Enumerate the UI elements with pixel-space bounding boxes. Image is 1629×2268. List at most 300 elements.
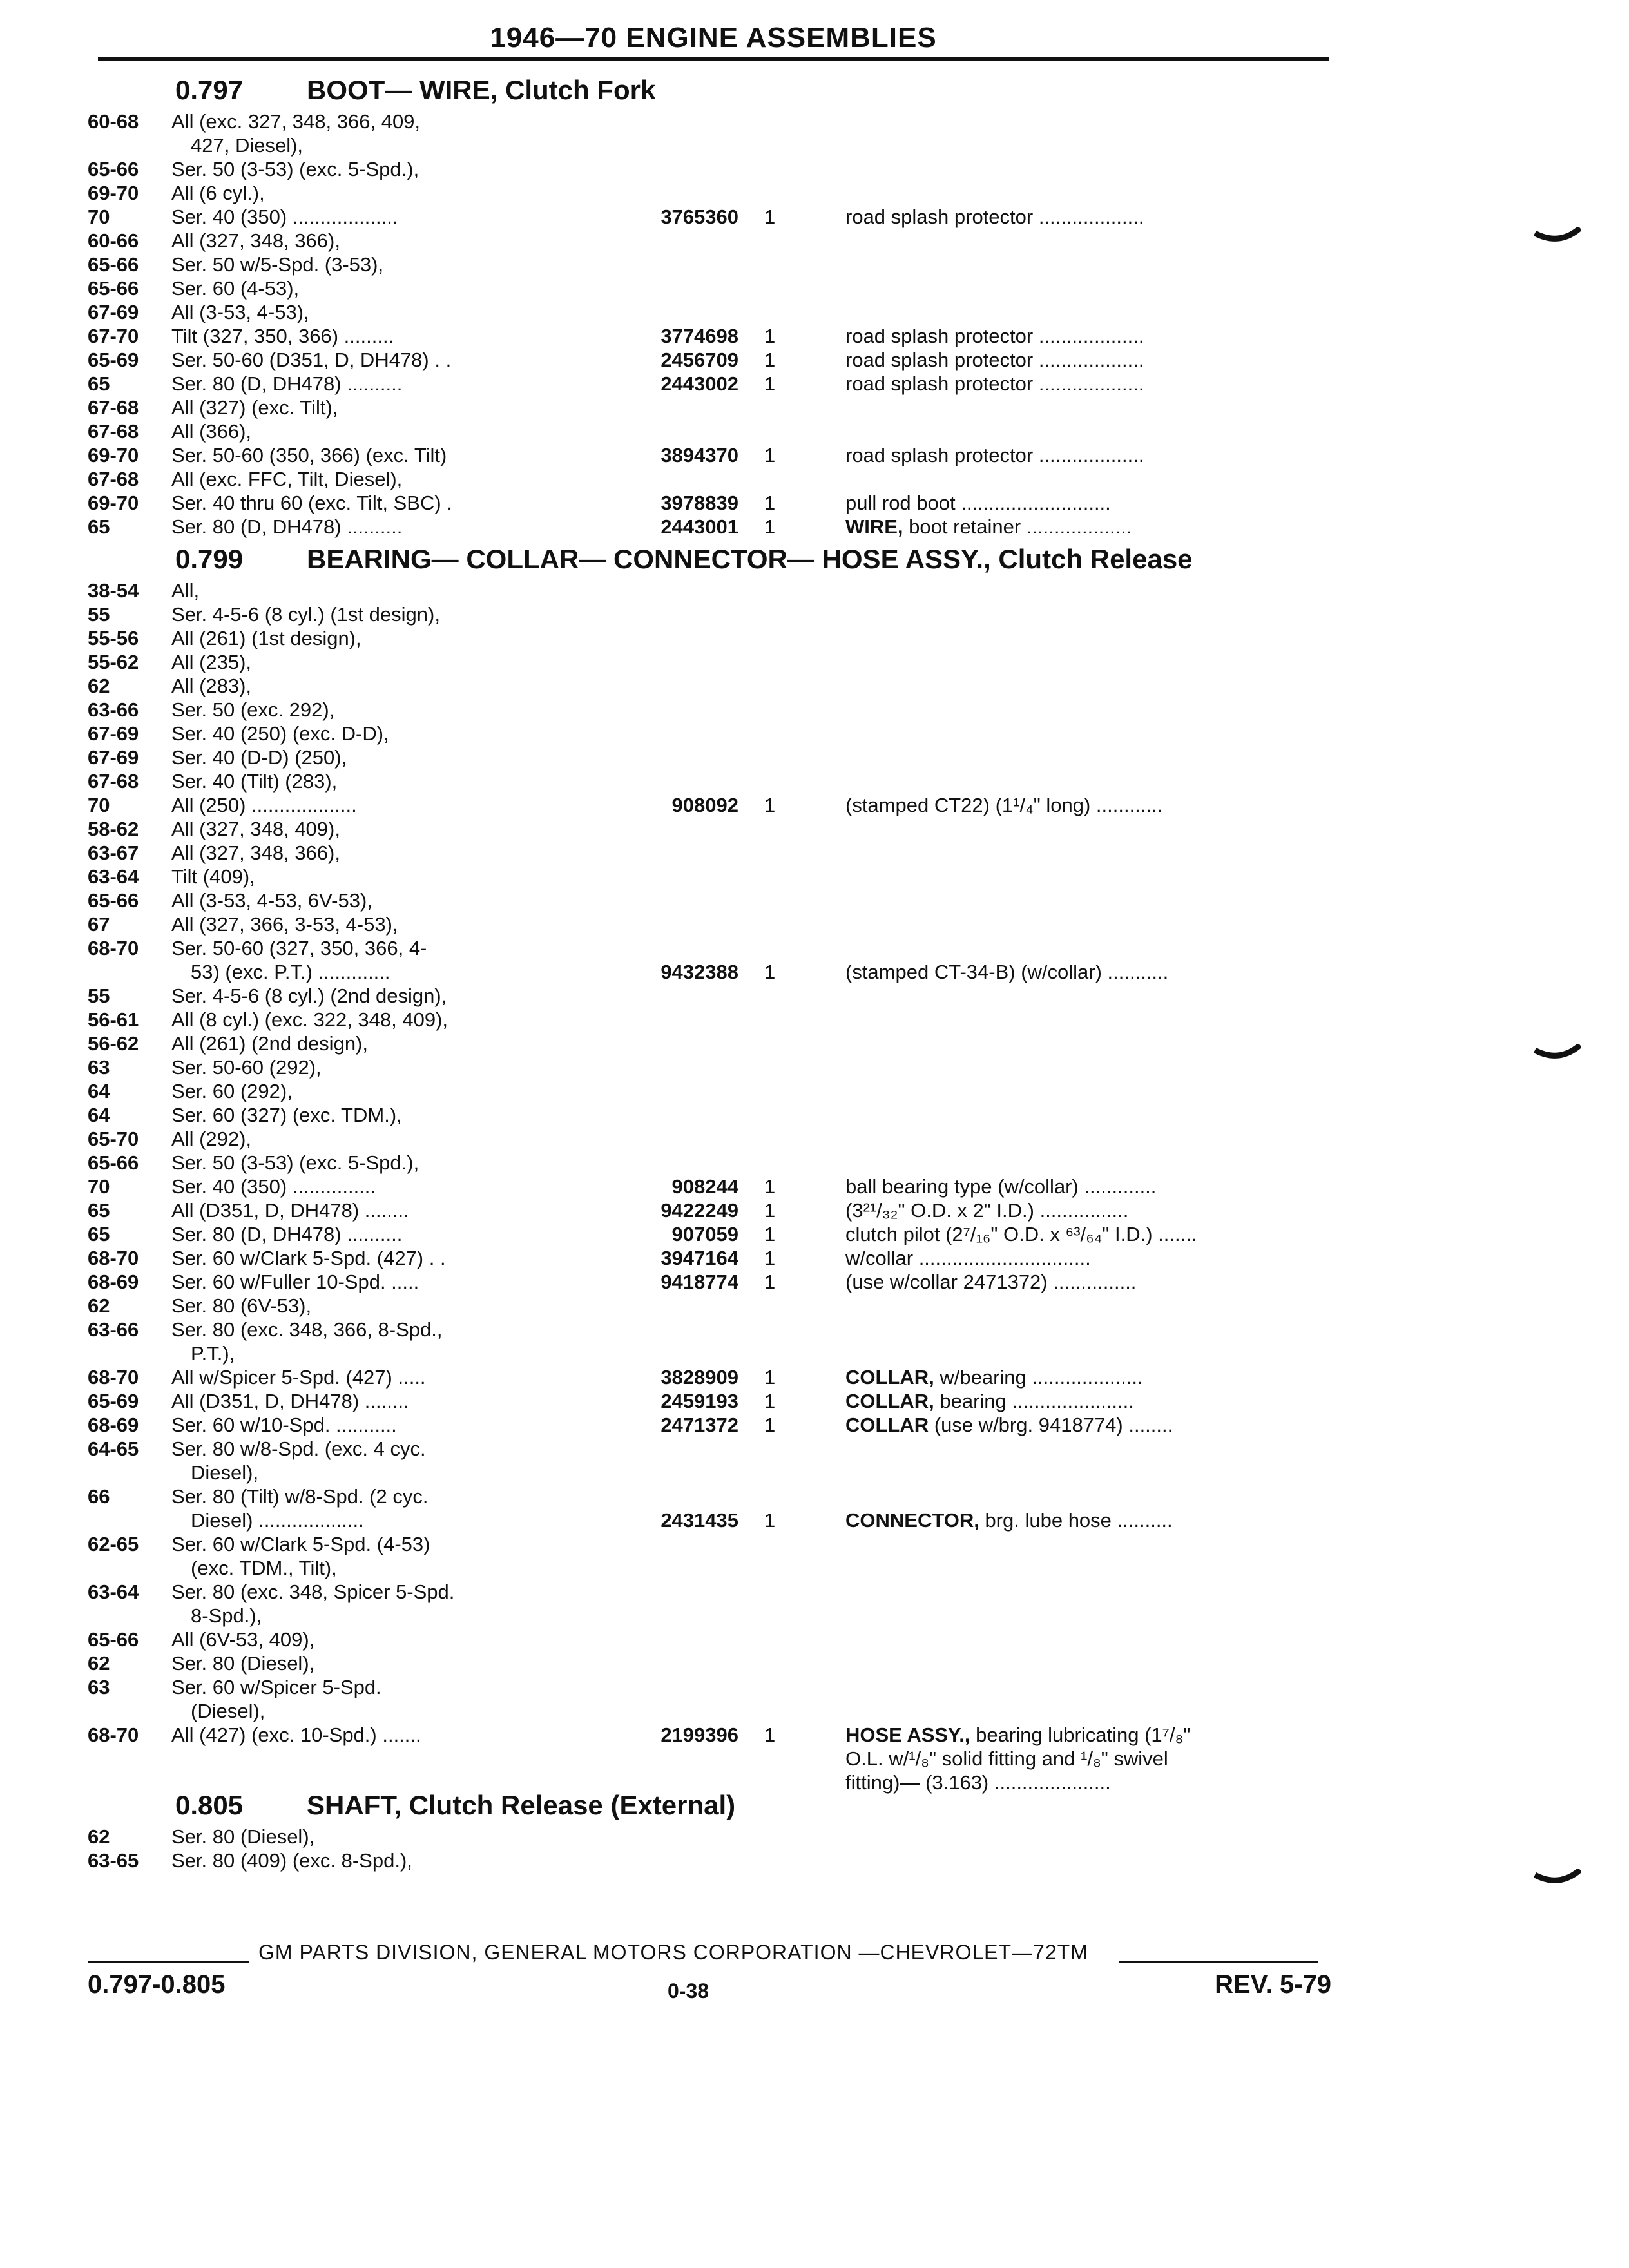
model-years: 68-69 <box>88 1414 139 1436</box>
application-text: All (exc. FFC, Tilt, Diesel), <box>171 468 403 490</box>
list-item <box>88 698 1331 722</box>
model-years: 65-66 <box>88 277 139 300</box>
description-text: boot retainer ................... <box>903 515 1132 538</box>
model-years: 38-54 <box>88 579 139 602</box>
list-item <box>88 491 1331 515</box>
model-years: 65 <box>88 372 110 395</box>
quantity: 1 <box>764 1724 776 1746</box>
quantity: 1 <box>764 515 776 538</box>
part-number: 3828909 <box>660 1366 738 1389</box>
list-item <box>88 769 1331 793</box>
list-item <box>88 912 1331 936</box>
list-item <box>88 1747 1331 1771</box>
quantity: 1 <box>764 1247 776 1269</box>
list-item <box>88 650 1331 674</box>
footer-page-number: 0-38 <box>668 1979 709 2003</box>
quantity: 1 <box>764 1366 776 1389</box>
model-years: 60-66 <box>88 229 139 252</box>
description-text: bearing lubricating (1⁷/₈" <box>970 1724 1191 1746</box>
part-number: 3947164 <box>660 1247 738 1269</box>
list-item <box>88 960 1331 984</box>
list-item <box>88 1628 1331 1651</box>
list-item <box>88 1127 1331 1151</box>
list-item <box>88 579 1331 602</box>
description <box>845 960 1168 984</box>
list-item <box>88 841 1331 865</box>
application-text: Ser. 80 (D, DH478) .......... <box>171 372 403 395</box>
list-item <box>88 1103 1331 1127</box>
quantity: 1 <box>764 325 776 347</box>
parts-list <box>88 579 1331 1794</box>
model-years: 62 <box>88 675 110 697</box>
header-rule <box>98 57 1329 61</box>
description-keyword: COLLAR <box>845 1414 929 1436</box>
list-item <box>88 1723 1331 1747</box>
application-text: Ser. 60 w/10-Spd. ........... <box>171 1414 397 1436</box>
description <box>845 515 1132 539</box>
parts-list <box>88 110 1331 539</box>
model-years: 68-69 <box>88 1271 139 1293</box>
description-text: w/bearing .................... <box>934 1366 1143 1389</box>
application-text: All (427) (exc. 10-Spd.) ....... <box>171 1724 421 1746</box>
punch-mark-icon <box>1534 1044 1581 1063</box>
list-item <box>88 745 1331 769</box>
section-heading <box>88 70 1331 110</box>
quantity: 1 <box>764 444 776 466</box>
part-number: 2443002 <box>660 372 738 395</box>
part-number: 907059 <box>671 1223 738 1245</box>
model-years: 65-66 <box>88 253 139 276</box>
part-number: 2456709 <box>660 349 738 371</box>
application-text: Ser. 80 (Diesel), <box>171 1825 315 1848</box>
application-text: All (3-53, 4-53), <box>171 301 309 323</box>
list-item <box>88 1198 1331 1222</box>
description-text: clutch pilot (2⁷/₁₆" O.D. x ⁶³/₆₄" I.D.) ....... <box>845 1223 1197 1245</box>
model-years: 62 <box>88 1652 110 1675</box>
list-item <box>88 865 1331 889</box>
model-years: 55 <box>88 603 110 626</box>
application-text: All (261) (2nd design), <box>171 1032 368 1055</box>
punch-mark-icon <box>1534 1869 1581 1888</box>
model-years: 65 <box>88 1199 110 1222</box>
model-years: 65-66 <box>88 889 139 912</box>
description <box>845 324 1144 348</box>
quantity: 1 <box>764 372 776 395</box>
application-text: All (250) ................... <box>171 794 357 816</box>
list-item <box>88 276 1331 300</box>
list-item <box>88 1175 1331 1198</box>
list-item <box>88 443 1331 467</box>
list-item <box>88 157 1331 181</box>
model-years: 63 <box>88 1676 110 1698</box>
list-item <box>88 1580 1331 1604</box>
application-text: All (327, 366, 3-53, 4-53), <box>171 913 398 936</box>
model-years: 67 <box>88 913 110 936</box>
list-item <box>88 1413 1331 1437</box>
description <box>845 491 1111 515</box>
model-years: 67-68 <box>88 420 139 443</box>
description-keyword: COLLAR, <box>845 1390 934 1412</box>
model-years: 63-66 <box>88 1318 139 1341</box>
quantity: 1 <box>764 349 776 371</box>
application-text: Ser. 50 (3-53) (exc. 5-Spd.), <box>171 1151 419 1174</box>
model-years: 67-70 <box>88 325 139 347</box>
list-item <box>88 1849 1331 1872</box>
application-text: Diesel) ................... <box>191 1509 364 1532</box>
model-years: 67-69 <box>88 301 139 323</box>
application-text: All (exc. 327, 348, 366, 409, <box>171 110 421 133</box>
description-text: brg. lube hose .......... <box>979 1509 1173 1532</box>
model-years: 68-70 <box>88 1366 139 1389</box>
section-boot-wire <box>88 70 1331 539</box>
model-years: 65 <box>88 515 110 538</box>
list-item <box>88 1825 1331 1849</box>
application-text: Ser. 80 (D, DH478) .......... <box>171 1223 403 1245</box>
model-years: 65 <box>88 1223 110 1245</box>
application-text: Ser. 80 (exc. 348, 366, 8-Spd., <box>171 1318 443 1341</box>
application-text: All (3-53, 4-53, 6V-53), <box>171 889 372 912</box>
part-number: 9422249 <box>660 1199 738 1222</box>
description <box>845 1508 1173 1532</box>
description-text: bearing ...................... <box>934 1390 1134 1412</box>
model-years: 63-65 <box>88 1849 139 1872</box>
footer-range: 0.797-0.805 <box>88 1970 226 1999</box>
model-years: 64-65 <box>88 1437 139 1460</box>
quantity: 1 <box>764 1509 776 1532</box>
quantity: 1 <box>764 961 776 983</box>
description-keyword: CONNECTOR, <box>845 1509 979 1532</box>
part-number: 3765360 <box>660 206 738 228</box>
description <box>845 1198 1128 1222</box>
application-text: Tilt (409), <box>171 865 255 888</box>
model-years: 70 <box>88 1175 110 1198</box>
list-item <box>88 1341 1331 1365</box>
application-text: All (6V-53, 409), <box>171 1628 315 1651</box>
description-text: w/collar ............................... <box>845 1247 1091 1269</box>
model-years: 67-69 <box>88 722 139 745</box>
model-years: 60-68 <box>88 110 139 133</box>
list-item <box>88 1222 1331 1246</box>
punch-mark-icon <box>1534 227 1581 246</box>
part-number: 908092 <box>671 794 738 816</box>
list-item <box>88 722 1331 745</box>
list-item <box>88 1032 1331 1055</box>
description-keyword: HOSE ASSY., <box>845 1724 970 1746</box>
application-text: Ser. 4-5-6 (8 cyl.) (1st design), <box>171 603 440 626</box>
list-item <box>88 1532 1331 1556</box>
list-item <box>88 253 1331 276</box>
list-item <box>88 1079 1331 1103</box>
application-text: 8-Spd.), <box>191 1604 262 1627</box>
application-text: Ser. 80 (6V-53), <box>171 1294 312 1317</box>
section-number: 0.805 <box>175 1790 244 1820</box>
list-item <box>88 1246 1331 1270</box>
footer-rule <box>1119 1961 1318 1963</box>
application-text: Ser. 40 (250) (exc. D-D), <box>171 722 389 745</box>
quantity: 1 <box>764 1175 776 1198</box>
description-text: fitting)— (3.163) ..................... <box>845 1771 1111 1794</box>
list-item <box>88 1055 1331 1079</box>
list-item <box>88 889 1331 912</box>
part-number: 9418774 <box>660 1271 738 1293</box>
list-item <box>88 1556 1331 1580</box>
list-item <box>88 1651 1331 1675</box>
part-number: 2471372 <box>660 1414 738 1436</box>
description <box>845 1365 1143 1389</box>
description-text: (stamped CT-34-B) (w/collar) ........... <box>845 961 1169 983</box>
application-text: All (D351, D, DH478) ........ <box>171 1199 409 1222</box>
section-heading <box>88 539 1331 579</box>
list-item <box>88 1699 1331 1723</box>
application-text: Ser. 80 (Diesel), <box>171 1652 315 1675</box>
description <box>845 348 1144 372</box>
model-years: 66 <box>88 1485 110 1508</box>
list-item <box>88 984 1331 1008</box>
application-text: Ser. 50 (exc. 292), <box>171 698 335 721</box>
model-years: 70 <box>88 206 110 228</box>
description <box>845 1246 1091 1270</box>
footer-revision: REV. 5-79 <box>1215 1970 1331 1999</box>
application-text: Ser. 60 w/Spicer 5-Spd. <box>171 1676 381 1698</box>
quantity: 1 <box>764 1223 776 1245</box>
model-years: 55 <box>88 985 110 1007</box>
application-text: Ser. 80 (D, DH478) .......... <box>171 515 403 538</box>
part-number: 3978839 <box>660 492 738 514</box>
list-item <box>88 1485 1331 1508</box>
model-years: 67-68 <box>88 468 139 490</box>
model-years: 68-70 <box>88 1247 139 1269</box>
list-item <box>88 515 1331 539</box>
model-years: 64 <box>88 1080 110 1102</box>
application-text: All (292), <box>171 1128 252 1150</box>
application-text: Ser. 60 (292), <box>171 1080 293 1102</box>
description-text: road splash protector ................... <box>845 444 1144 466</box>
application-text: Ser. 60 w/Fuller 10-Spd. ..... <box>171 1271 419 1293</box>
description-text: (stamped CT22) (1¹/₄" long) ............ <box>845 794 1163 816</box>
description-text: (3²¹/₃₂" O.D. x 2" I.D.) ................ <box>845 1199 1129 1222</box>
section-number: 0.799 <box>175 544 244 574</box>
list-item <box>88 133 1331 157</box>
section-number: 0.797 <box>175 75 244 105</box>
application-text: All (6 cyl.), <box>171 182 265 204</box>
page-footer <box>88 1933 1331 2023</box>
application-text: Ser. 40 thru 60 (exc. Tilt, SBC) . <box>171 492 452 514</box>
quantity: 1 <box>764 794 776 816</box>
description-keyword: COLLAR, <box>845 1366 934 1389</box>
model-years: 63-64 <box>88 865 139 888</box>
description-text: O.L. w/¹/₈" solid fitting and ¹/₈" swivel <box>845 1747 1168 1770</box>
list-item <box>88 205 1331 229</box>
list-item <box>88 300 1331 324</box>
model-years: 69-70 <box>88 182 139 204</box>
part-number: 2199396 <box>660 1724 738 1746</box>
list-item <box>88 110 1331 133</box>
application-text: Ser. 80 (exc. 348, Spicer 5-Spd. <box>171 1581 455 1603</box>
list-item <box>88 372 1331 396</box>
application-text: All (D351, D, DH478) ........ <box>171 1390 409 1412</box>
application-text: Ser. 50-60 (350, 366) (exc. Tilt) <box>171 444 447 466</box>
description <box>845 1175 1156 1198</box>
description <box>845 1747 1168 1771</box>
application-text: All (366), <box>171 420 252 443</box>
application-text: Ser. 50 (3-53) (exc. 5-Spd.), <box>171 158 419 180</box>
section-title: BEARING— COLLAR— CONNECTOR— HOSE ASSY., Clutch Release <box>307 544 1193 574</box>
model-years: 65-66 <box>88 1151 139 1174</box>
description-keyword: WIRE, <box>845 515 903 538</box>
list-item <box>88 181 1331 205</box>
model-years: 65-70 <box>88 1128 139 1150</box>
model-years: 56-62 <box>88 1032 139 1055</box>
application-text: All w/Spicer 5-Spd. (427) ..... <box>171 1366 426 1389</box>
page-header <box>98 18 1329 58</box>
list-item <box>88 1508 1331 1532</box>
application-text: All (327, 348, 366), <box>171 841 340 864</box>
application-text: All (235), <box>171 651 252 673</box>
model-years: 56-61 <box>88 1008 139 1031</box>
model-years: 65-69 <box>88 1390 139 1412</box>
list-item <box>88 674 1331 698</box>
list-item <box>88 1675 1331 1699</box>
description <box>845 1723 1190 1747</box>
list-item <box>88 1318 1331 1341</box>
description <box>845 1270 1136 1294</box>
section-title: BOOT— WIRE, Clutch Fork <box>307 75 656 105</box>
model-years: 69-70 <box>88 444 139 466</box>
list-item <box>88 1604 1331 1628</box>
list-item <box>88 396 1331 419</box>
description <box>845 793 1162 817</box>
list-item <box>88 817 1331 841</box>
model-years: 62 <box>88 1825 110 1848</box>
model-years: 55-62 <box>88 651 139 673</box>
list-item <box>88 467 1331 491</box>
quantity: 1 <box>764 206 776 228</box>
application-text: All (327, 348, 409), <box>171 818 340 840</box>
model-years: 67-69 <box>88 746 139 769</box>
section-heading <box>88 1785 1331 1825</box>
application-text: All (283), <box>171 675 252 697</box>
quantity: 1 <box>764 1390 776 1412</box>
model-years: 62 <box>88 1294 110 1317</box>
quantity: 1 <box>764 1271 776 1293</box>
application-text: All (261) (1st design), <box>171 627 361 649</box>
description-text: road splash protector ................... <box>845 372 1144 395</box>
application-text: Ser. 60 (4-53), <box>171 277 300 300</box>
application-text: Diesel), <box>191 1461 259 1484</box>
list-item <box>88 626 1331 650</box>
application-text: Tilt (327, 350, 366) ......... <box>171 325 394 347</box>
application-text: All (8 cyl.) (exc. 322, 348, 409), <box>171 1008 448 1031</box>
part-number: 2459193 <box>660 1390 738 1412</box>
model-years: 65-66 <box>88 1628 139 1651</box>
list-item <box>88 1294 1331 1318</box>
application-text: Ser. 40 (350) ............... <box>171 1175 376 1198</box>
model-years: 67-68 <box>88 770 139 793</box>
list-item <box>88 1151 1331 1175</box>
description-text: (use w/brg. 9418774) ........ <box>929 1414 1173 1436</box>
list-item <box>88 793 1331 817</box>
model-years: 70 <box>88 794 110 816</box>
description <box>845 205 1144 229</box>
application-text: P.T.), <box>191 1342 235 1365</box>
description-text: ball bearing type (w/collar) ............. <box>845 1175 1157 1198</box>
quantity: 1 <box>764 1199 776 1222</box>
list-item <box>88 419 1331 443</box>
application-text: All, <box>171 579 200 602</box>
part-number: 3894370 <box>660 444 738 466</box>
section-title: SHAFT, Clutch Release (External) <box>307 1790 736 1820</box>
application-text: 53) (exc. P.T.) ............. <box>191 961 390 983</box>
application-text: (Diesel), <box>191 1700 265 1722</box>
description <box>845 1222 1197 1246</box>
model-years: 63-67 <box>88 841 139 864</box>
application-text: (exc. TDM., Tilt), <box>191 1557 337 1579</box>
section-shaft-clutch-release <box>88 1785 1331 1872</box>
description <box>845 372 1144 396</box>
list-item <box>88 1389 1331 1413</box>
application-text: Ser. 40 (350) ................... <box>171 206 398 228</box>
description-text: road splash protector ................... <box>845 206 1144 228</box>
application-text: All (327, 348, 366), <box>171 229 340 252</box>
page-title: 1946—70 ENGINE ASSEMBLIES <box>490 22 937 53</box>
application-text: Ser. 50-60 (292), <box>171 1056 322 1079</box>
part-number: 2443001 <box>660 515 738 538</box>
section-bearing-collar <box>88 539 1331 1794</box>
application-text: Ser. 50-60 (D351, D, DH478) . . <box>171 349 452 371</box>
application-text: Ser. 4-5-6 (8 cyl.) (2nd design), <box>171 985 447 1007</box>
model-years: 55-56 <box>88 627 139 649</box>
part-number: 908244 <box>671 1175 738 1198</box>
application-text: Ser. 60 w/Clark 5-Spd. (427) . . <box>171 1247 446 1269</box>
application-text: Ser. 60 (327) (exc. TDM.), <box>171 1104 402 1126</box>
description-text: (use w/collar 2471372) ............... <box>845 1271 1137 1293</box>
application-text: Ser. 80 w/8-Spd. (exc. 4 cyc. <box>171 1437 426 1460</box>
part-number: 2431435 <box>660 1509 738 1532</box>
part-number: 3774698 <box>660 325 738 347</box>
list-item <box>88 348 1331 372</box>
model-years: 65-66 <box>88 158 139 180</box>
model-years: 68-70 <box>88 937 139 959</box>
application-text: Ser. 80 (409) (exc. 8-Spd.), <box>171 1849 412 1872</box>
quantity: 1 <box>764 492 776 514</box>
list-item <box>88 936 1331 960</box>
footer-rule <box>88 1961 249 1963</box>
application-text: 427, Diesel), <box>191 134 304 157</box>
model-years: 63 <box>88 1056 110 1079</box>
application-text: Ser. 40 (D-D) (250), <box>171 746 347 769</box>
description <box>845 1389 1134 1413</box>
application-text: Ser. 80 (Tilt) w/8-Spd. (2 cyc. <box>171 1485 429 1508</box>
application-text: Ser. 60 w/Clark 5-Spd. (4-53) <box>171 1533 430 1555</box>
model-years: 58-62 <box>88 818 139 840</box>
model-years: 69-70 <box>88 492 139 514</box>
application-text: Ser. 40 (Tilt) (283), <box>171 770 338 793</box>
model-years: 63-66 <box>88 698 139 721</box>
description <box>845 1413 1173 1437</box>
application-text: Ser. 50 w/5-Spd. (3-53), <box>171 253 384 276</box>
model-years: 64 <box>88 1104 110 1126</box>
description-text: road splash protector ................... <box>845 325 1144 347</box>
list-item <box>88 1461 1331 1485</box>
list-item <box>88 602 1331 626</box>
list-item <box>88 1365 1331 1389</box>
application-text: Ser. 50-60 (327, 350, 366, 4- <box>171 937 427 959</box>
parts-list <box>88 1825 1331 1872</box>
footer-company: GM PARTS DIVISION, GENERAL MOTORS CORPORATION —CHEVROLET—72TM <box>258 1941 1088 1964</box>
description-text: pull rod boot ........................... <box>845 492 1111 514</box>
part-number: 9432388 <box>660 961 738 983</box>
list-item <box>88 1437 1331 1461</box>
